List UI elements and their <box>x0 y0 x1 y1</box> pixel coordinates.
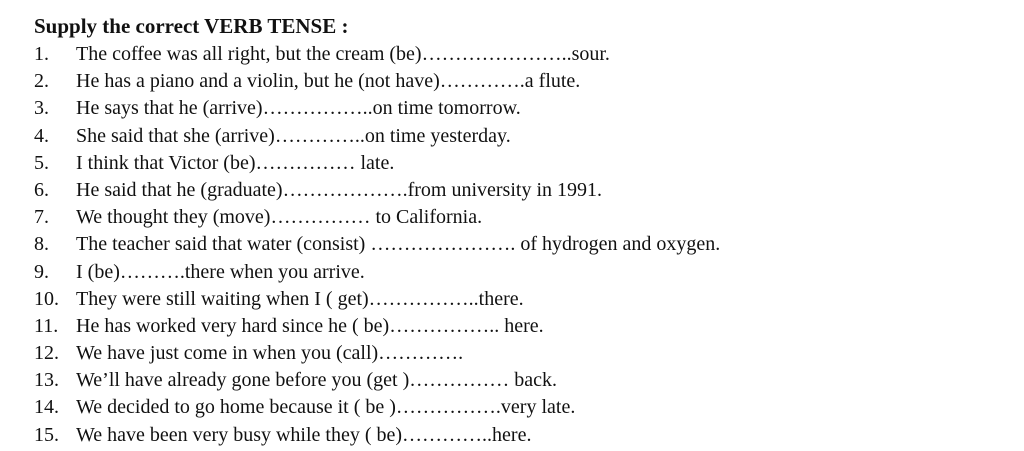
exercise-item-14 <box>34 394 720 421</box>
exercise-item-4 <box>34 123 720 150</box>
item-number: 6. <box>34 178 49 201</box>
item-number: 8. <box>34 233 49 256</box>
item-text: She said that she (arrive)…………..on time yesterday. <box>76 124 511 147</box>
item-text: I (be)……….there when you arrive. <box>76 260 365 283</box>
item-number: 1. <box>34 43 49 65</box>
item-text: We have been very busy while they ( be)…………..here. <box>76 423 532 446</box>
exercise-item-11 <box>34 313 720 340</box>
item-number: 5. <box>34 151 49 174</box>
item-number: 10. <box>34 287 59 310</box>
item-number: 11. <box>34 314 59 337</box>
exercise-item-8 <box>34 231 720 258</box>
item-text: They were still waiting when I ( get)……………..there. <box>76 287 524 310</box>
item-number: 15. <box>34 423 59 446</box>
item-text: We have just come in when you (call)…………. <box>76 342 464 365</box>
exercise-item-15 <box>34 422 720 449</box>
item-text: We’ll have already gone before you (get )…………… back. <box>76 369 557 392</box>
exercise-item-6 <box>34 177 720 204</box>
item-number: 9. <box>34 260 49 283</box>
item-text: He has worked very hard since he ( be)…………….. here. <box>76 314 544 337</box>
item-number: 3. <box>34 97 49 120</box>
item-text: I think that Victor (be)…………… late. <box>76 151 395 174</box>
exercise-item-12 <box>34 340 720 367</box>
item-number: 13. <box>34 369 59 392</box>
exercise-item-9 <box>34 259 720 286</box>
item-text: He says that he (arrive)……………..on time tomorrow. <box>76 97 521 120</box>
item-number: 12. <box>34 342 59 365</box>
item-text: He said that he (graduate)……………….from university in 1991. <box>76 178 602 201</box>
exercise-item-3 <box>34 95 720 122</box>
item-number: 14. <box>34 396 59 419</box>
item-text: The teacher said that water (consist) …………………. of hydrogen and oxygen. <box>76 233 721 256</box>
exercise-item-10 <box>34 286 720 313</box>
exercise-list <box>34 41 720 449</box>
worksheet-title: Supply the correct VERB TENSE : <box>34 14 349 38</box>
item-text: We decided to go home because it ( be )…………….very late. <box>76 396 576 419</box>
exercise-item-5 <box>34 150 720 177</box>
exercise-item-13 <box>34 367 720 394</box>
item-text: We thought they (move)…………… to California. <box>76 206 483 229</box>
exercise-item-2 <box>34 68 720 95</box>
item-number: 2. <box>34 70 49 93</box>
item-number: 7. <box>34 206 49 229</box>
exercise-item-7 <box>34 204 720 231</box>
exercise-item-1 <box>34 41 720 68</box>
item-text: He has a piano and a violin, but he (not have)………….a flute. <box>76 70 581 93</box>
item-number: 4. <box>34 124 49 147</box>
item-text: The coffee was all right, but the cream (be)…………………..sour. <box>76 43 610 65</box>
